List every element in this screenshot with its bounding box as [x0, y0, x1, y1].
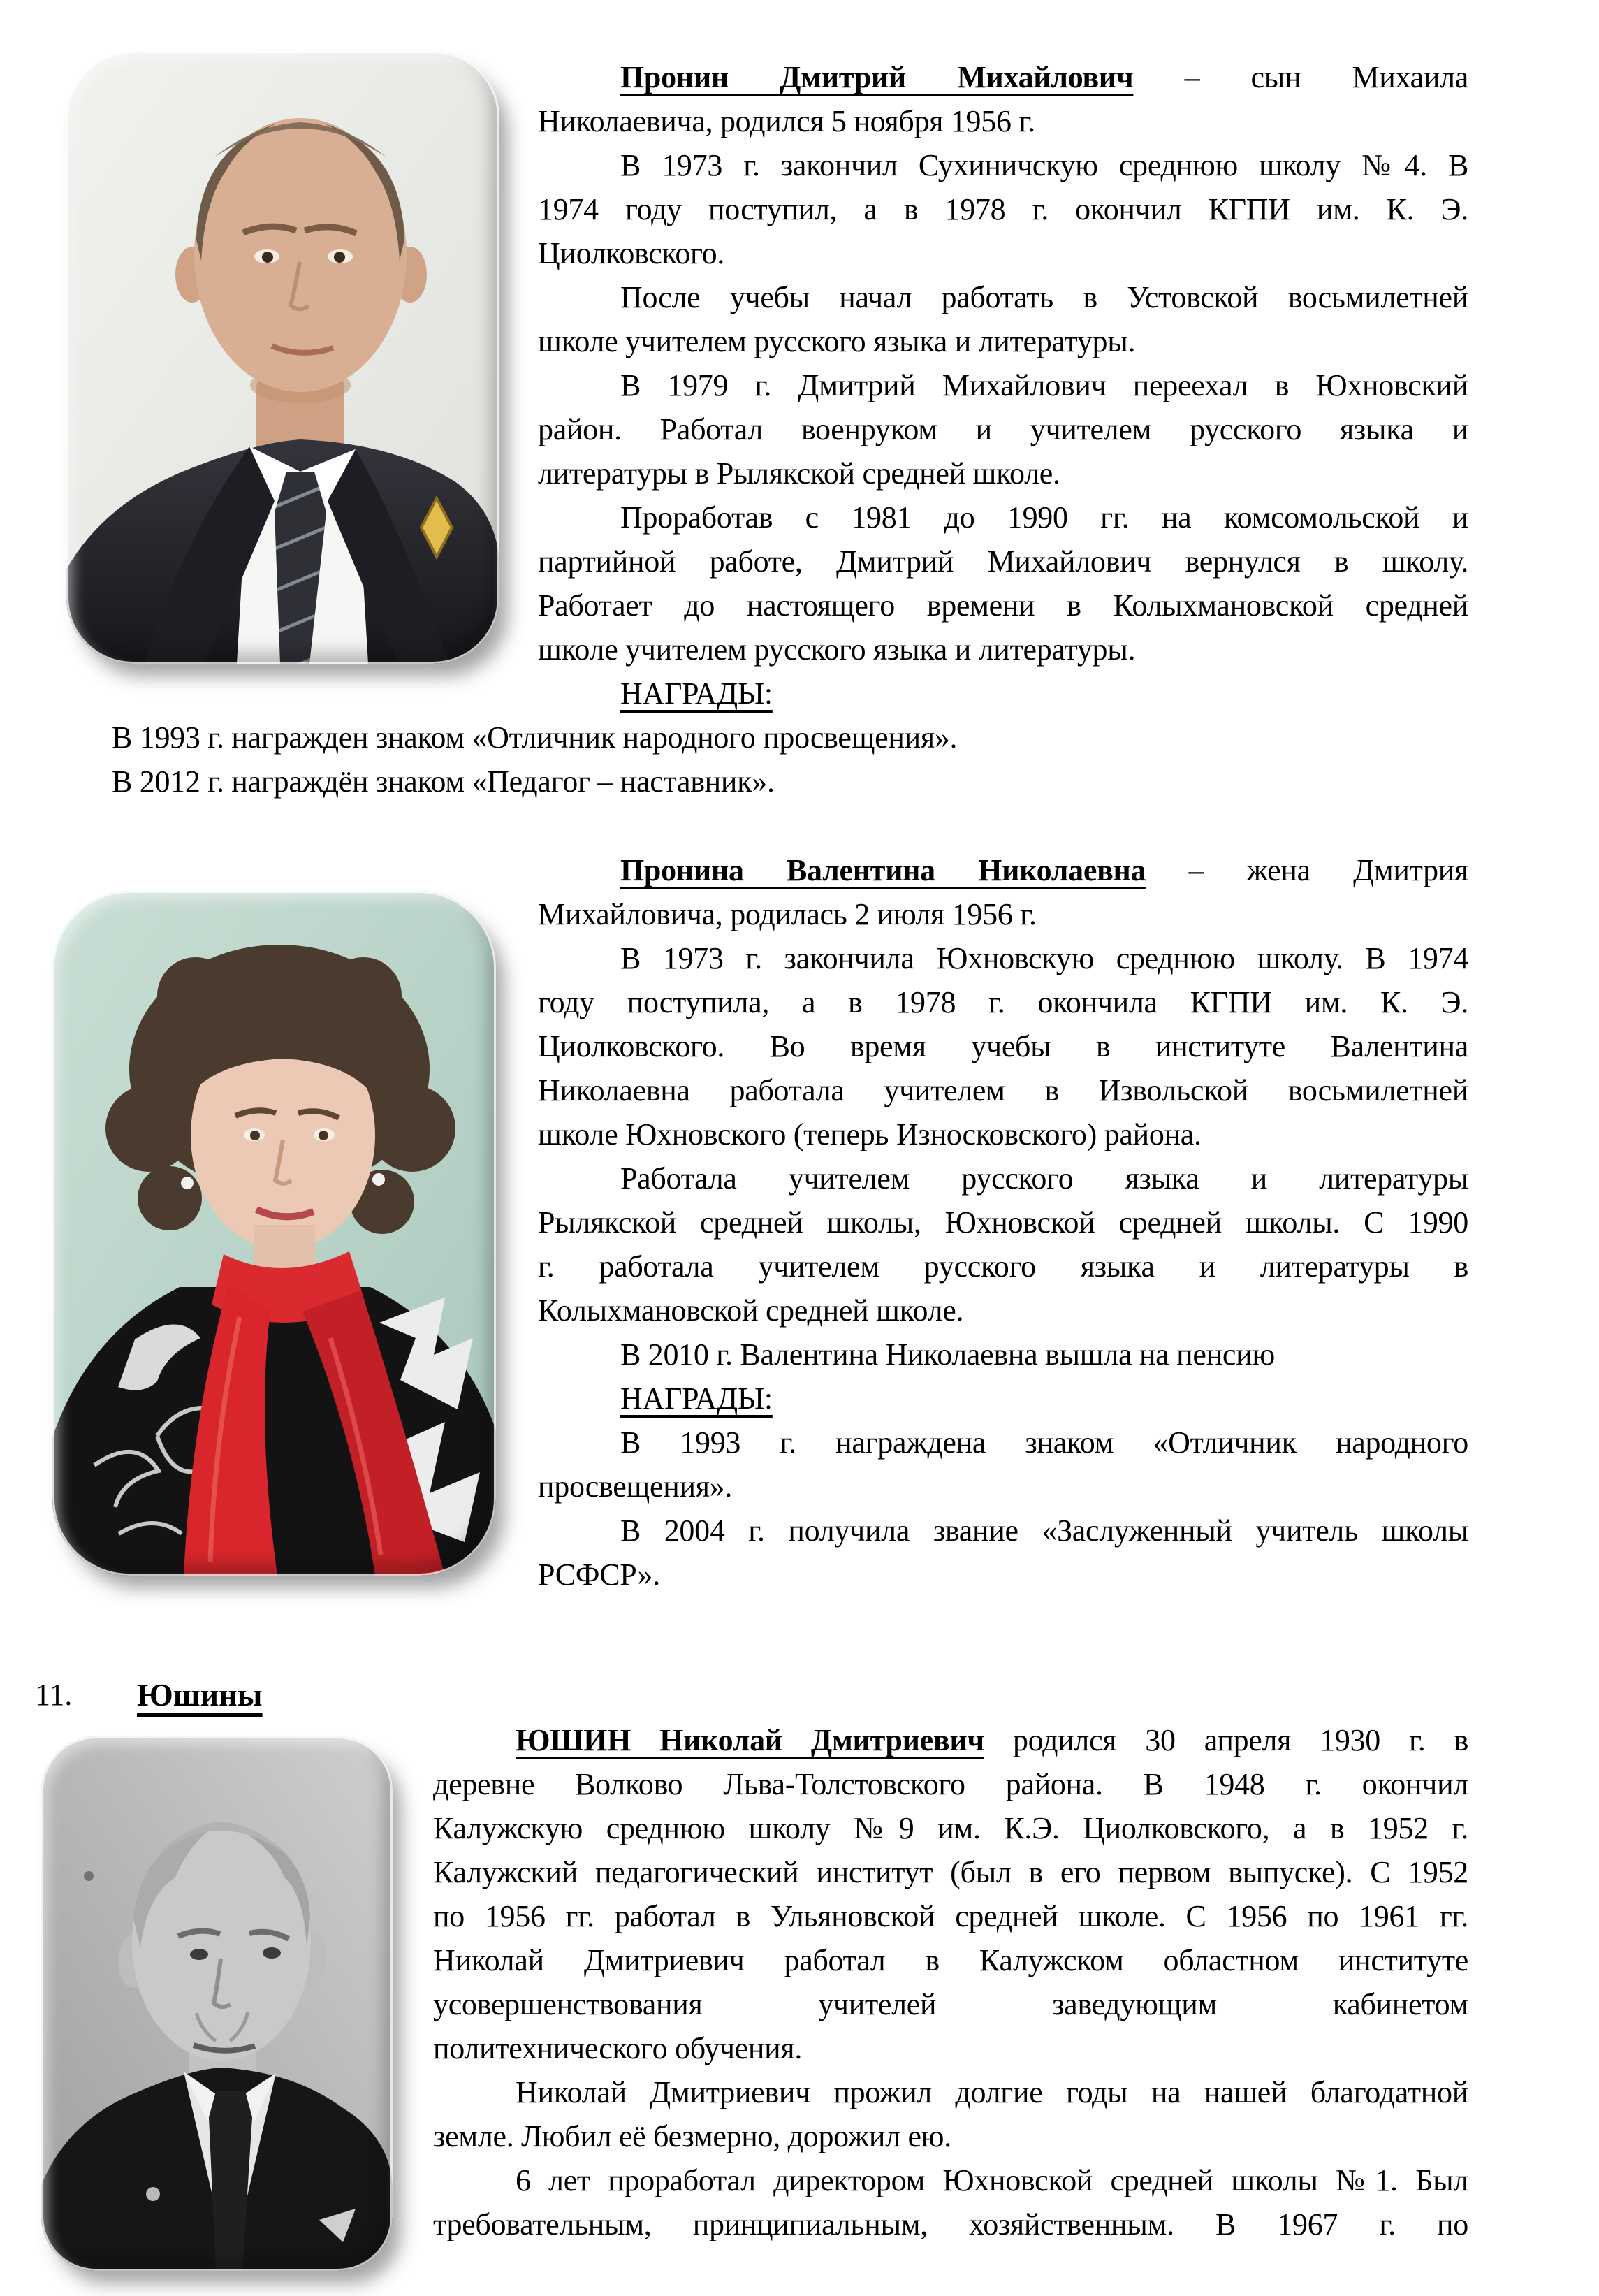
paragraph-line: Николаевича, родился 5 ноября 1956 г. — [538, 104, 1035, 138]
award-line: В 1993 г. награжден знаком «Отличник народного просвещения». — [112, 720, 958, 755]
paragraph-line: Циолковского. — [538, 236, 725, 270]
paragraph-line: политехнического обучения. — [433, 2031, 803, 2065]
award-line: В 1993 г. награждена знаком «Отличник народного — [620, 1425, 1468, 1460]
paragraph-line: школе учителем русского языка и литературы. — [538, 632, 1136, 667]
award-line: В 2004 г. получила звание «Заслуженный учитель школы — [620, 1513, 1468, 1548]
paragraph-line: требовательным, принципиальным, хозяйственным. В 1967 г. по — [433, 2207, 1468, 2241]
paragraph-line: Работала учителем русского языка и литературы — [620, 1161, 1468, 1196]
paragraph-line: земле. Любил её безмерно, дорожил ею. — [433, 2119, 951, 2153]
paragraph-line: литературы в Рылякской средней школе. — [538, 456, 1060, 491]
person-name: Пронина Валентина Николаевна — [620, 853, 1146, 887]
paragraph-line: Николай Дмитриевич работал в Калужском областном институте — [433, 1943, 1468, 1977]
woman-portrait-illustration — [52, 891, 496, 1576]
portrait-photo-man-bw — [41, 1736, 393, 2271]
portrait-photo-woman-color — [52, 891, 496, 1576]
paragraph-line: по 1956 гг. работал в Ульяновской средней школе. С 1956 по 1961 гг. — [433, 1899, 1468, 1933]
paragraph-line: г. работала учителем русского языка и литературы в — [538, 1249, 1468, 1284]
eyes — [250, 1131, 260, 1140]
paragraph-line: школе учителем русского языка и литературы. — [538, 324, 1136, 358]
paragraph-line: В 1979 г. Дмитрий Михайлович переехал в Юхновский — [620, 368, 1468, 402]
portrait-photo-man-color — [66, 51, 499, 664]
lapel-pin — [146, 2187, 160, 2201]
man-portrait-illustration — [66, 51, 499, 664]
paragraph-line: усовершенствования учителей заведующим кабинетом — [433, 1987, 1468, 2021]
paragraph-line: Михайловича, родилась 2 июля 1956 г. — [538, 897, 1037, 931]
person-name: ЮШИН Николай Дмитриевич — [516, 1723, 984, 1757]
awards-heading — [620, 671, 1468, 716]
line-text: – сын Михаила — [1133, 60, 1469, 94]
paragraph-line: Работает до настоящего времени в Колыхмановской средней — [538, 588, 1468, 623]
paragraph-line: партийной работе, Дмитрий Михайлович вернулся в школу. — [538, 544, 1468, 579]
paragraph-line: Калужский педагогический институт (был в его первом выпуске). С 1952 — [433, 1855, 1468, 1889]
paragraph-line — [620, 848, 1468, 893]
paragraph-line: район. Работал военруком и учителем русского языка и — [538, 412, 1468, 446]
paragraph-line: деревне Волково Льва-Толстовского района. В 1948 г. окончил — [433, 1767, 1468, 1801]
list-number: 11. — [35, 1678, 73, 1712]
paragraph-line: году поступила, а в 1978 г. окончила КГПИ им. К. Э. — [538, 985, 1468, 1019]
line-text: – жена Дмитрия — [1146, 853, 1468, 887]
award-line: просвещения». — [538, 1469, 733, 1504]
award-line: РСФСР». — [538, 1557, 660, 1592]
paragraph-line: После учебы начал работать в Устовской восьмилетней — [620, 280, 1468, 314]
paragraph-line: В 1973 г. закончил Сухиничскую среднюю школу №4. В — [620, 148, 1468, 182]
elderly-man-portrait-illustration — [41, 1736, 393, 2271]
paragraph-line: школе Юхновского (теперь Износковского) района. — [538, 1117, 1202, 1151]
paragraph-line: Калужскую среднюю школу №9 им. К.Э. Циолковского, а в 1952 г. — [433, 1811, 1468, 1845]
paragraph-line: Колыхмановской средней школе. — [538, 1293, 964, 1328]
paragraph-line — [620, 55, 1468, 100]
paragraph-line: Рылякской средней школы, Юхновской средней школы. С 1990 — [538, 1205, 1468, 1240]
eyes — [262, 252, 273, 263]
paragraph-line: Циолковского. Во время учебы в институте Валентина — [538, 1029, 1468, 1063]
award-line: В 2012 г. награждён знаком «Педагог – наставник». — [112, 764, 775, 799]
person-name: Пронин Дмитрий Михайлович — [620, 60, 1134, 94]
paragraph-line: Проработав с 1981 до 1990 гг. на комсомольской и — [620, 500, 1468, 535]
awards-heading-text: НАГРАДЫ: — [620, 676, 773, 711]
paragraph-line: В 2010 г. Валентина Николаевна вышла на пенсию — [620, 1337, 1275, 1372]
paragraph-line: 6 лет проработал директором Юхновской средней школы №1. Был — [516, 2163, 1468, 2197]
family-title: Юшины — [137, 1677, 263, 1713]
eyes — [190, 1949, 208, 1960]
awards-heading-text: НАГРАДЫ: — [620, 1381, 773, 1416]
paragraph-line: В 1973 г. закончила Юхновскую среднюю школу. В 1974 — [620, 941, 1468, 975]
earring — [181, 1177, 194, 1189]
paragraph-line: Николай Дмитриевич прожил долгие годы на нашей благодатной — [516, 2075, 1468, 2109]
paragraph-line — [516, 1718, 1468, 1763]
paragraph-line: Николаевна работала учителем в Извольской восьмилетней — [538, 1073, 1468, 1107]
awards-heading — [620, 1376, 1468, 1421]
paragraph-line: 1974 году поступил, а в 1978 г. окончил КГПИ им. К. Э. — [538, 192, 1468, 226]
line-text: родился 30 апреля 1930 г. в — [984, 1723, 1468, 1757]
